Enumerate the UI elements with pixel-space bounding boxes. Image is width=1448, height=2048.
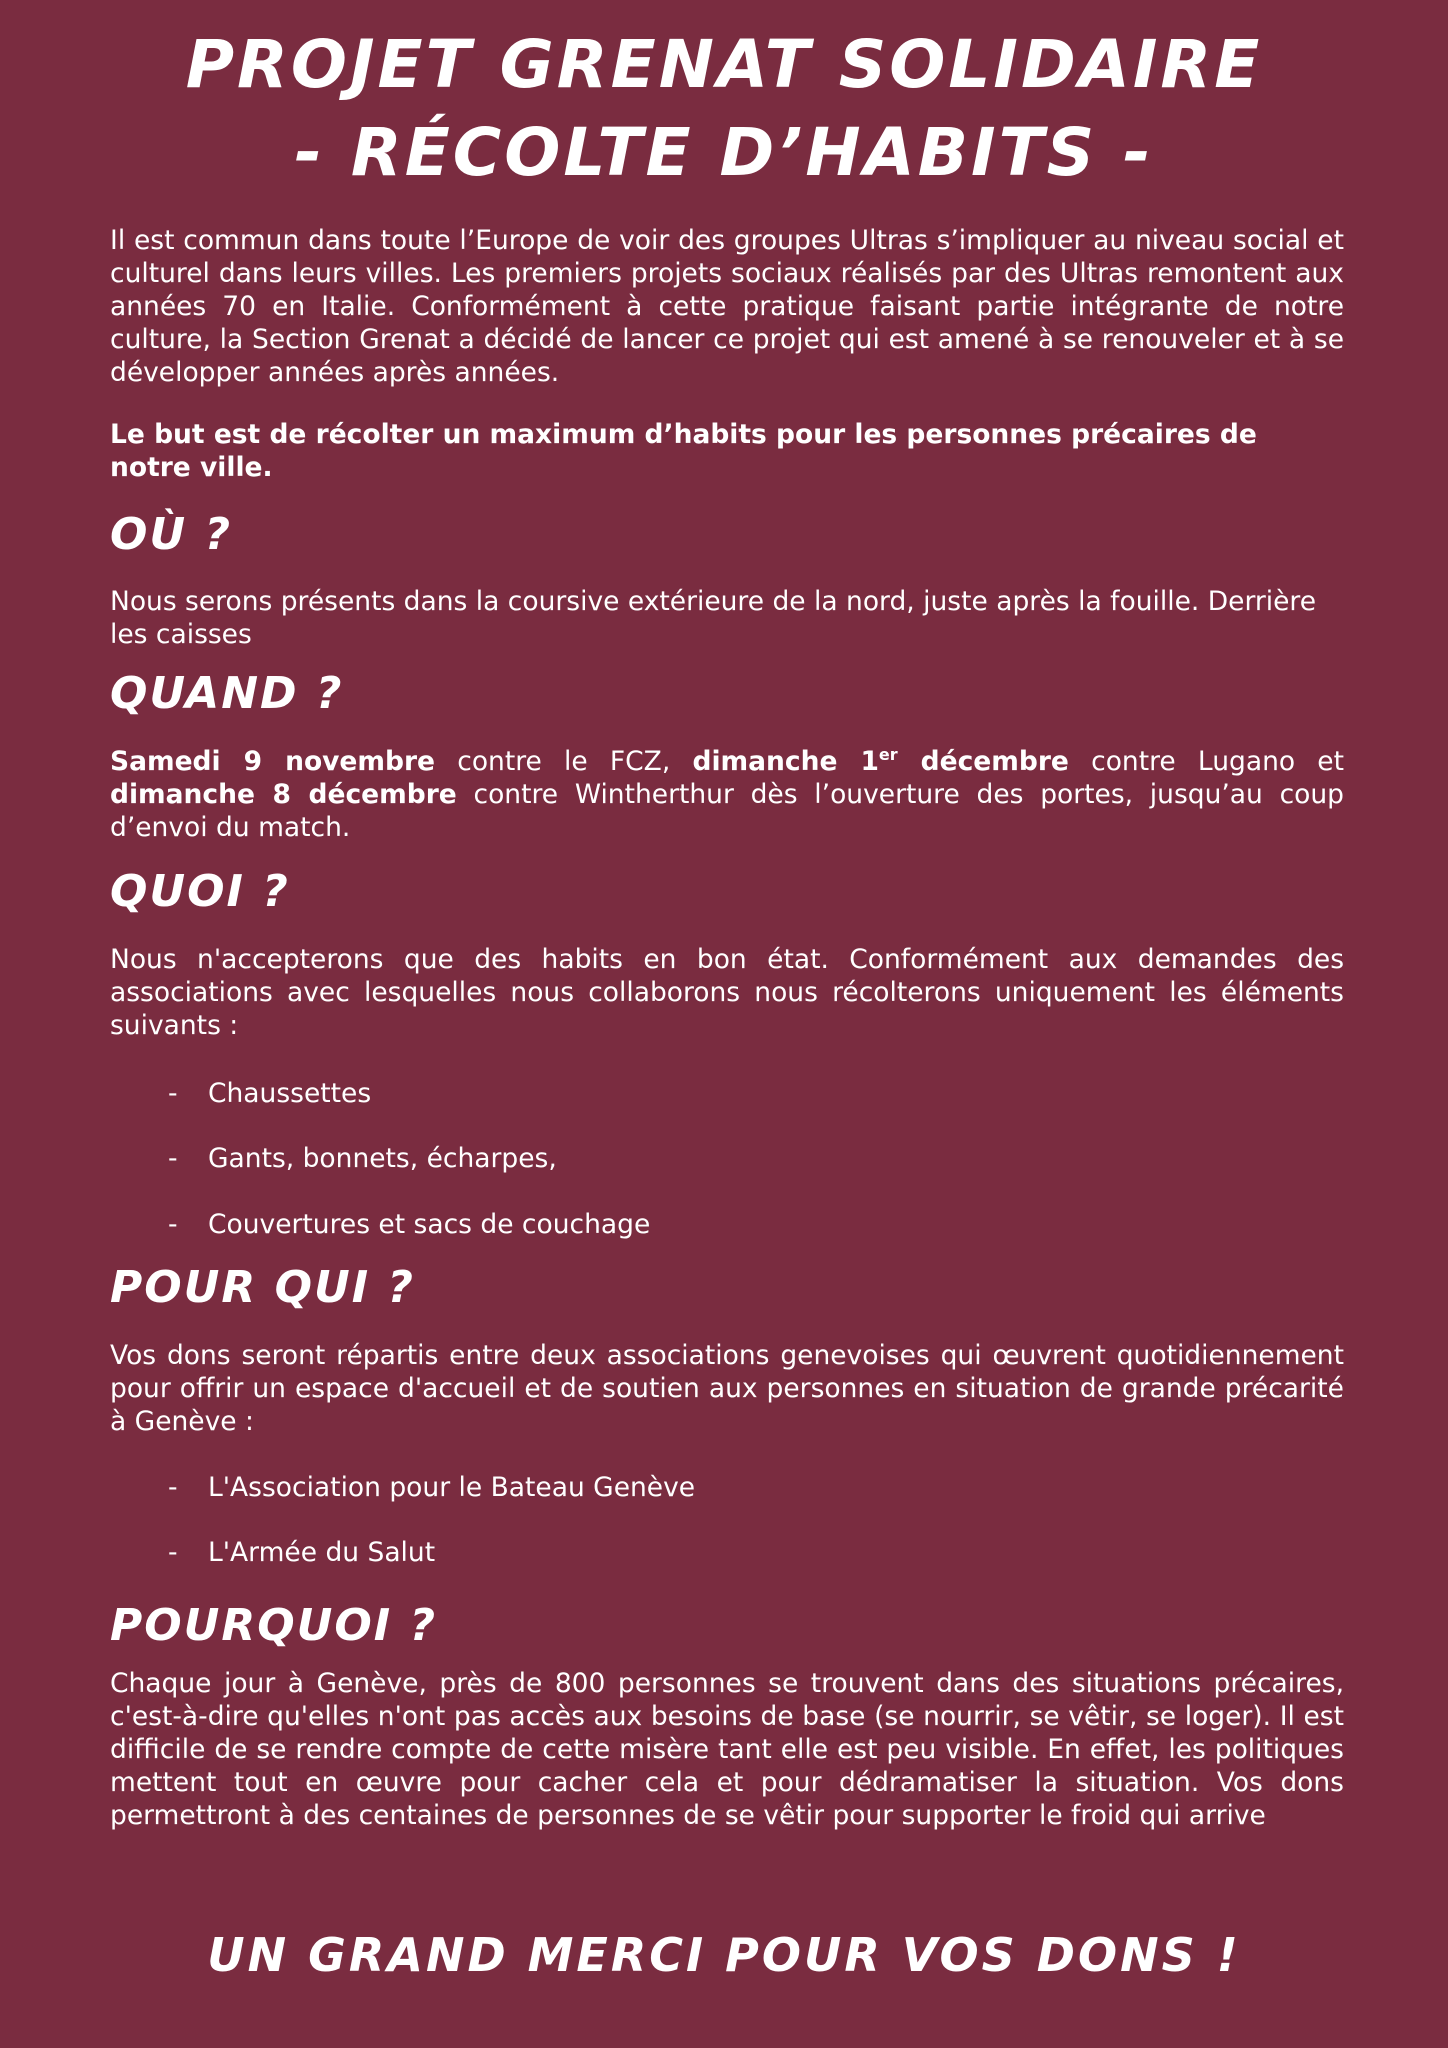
ou-text: Nous serons présents dans la coursive extérieure de la nord, juste après la fouille. Derrière les caisses bbox=[110, 586, 1317, 650]
list-item: - Chaussettes bbox=[168, 1078, 372, 1109]
pourquoi-text: Chaque jour à Genève, près de 800 personnes se trouvent dans des situations précaires, c'est-à-dire qu'elles n'ont pas accès aux besoins de base (se nourrir, se vêtir, se loger). Il est difficile de se rendre compte de cette misère tant elle est peu visible. En effet, les politiques mettent tout en œuvre pour cacher cela et pour dédramatiser la situation. Vos dons permettront à des centaines de personnes de se vêtir pour supporter le froid qui arrive bbox=[110, 1668, 1344, 1831]
bullet-dash: - bbox=[168, 1472, 178, 1503]
title-line-1: PROJET GRENAT SOLIDAIRE bbox=[185, 26, 1263, 103]
quand-text-3: contre Wintherthur dès l’ouverture des portes, jusqu’au coup d’envoi du match. bbox=[110, 779, 1344, 843]
heading-ou: OÙ ? bbox=[110, 509, 232, 560]
quand-date-1: Samedi 9 novembre bbox=[110, 746, 436, 777]
quand-text bbox=[110, 745, 1344, 844]
bullet-dash: - bbox=[168, 1078, 178, 1109]
list-item: - Couvertures et sacs de couchage bbox=[168, 1209, 651, 1240]
bullet-dash: - bbox=[168, 1537, 178, 1568]
quand-text-2: contre Lugano et bbox=[1068, 746, 1344, 777]
list-item: - L'Association pour le Bateau Genève bbox=[168, 1472, 696, 1503]
bullet-dash: - bbox=[168, 1143, 178, 1174]
quand-date-3: dimanche 8 décembre bbox=[110, 779, 457, 810]
heading-quand: QUAND ? bbox=[110, 668, 344, 719]
intro-goal: Le but est de récolter un maximum d’habits pour les personnes précaires de notre ville. bbox=[110, 419, 1257, 483]
heading-quoi: QUOI ? bbox=[110, 866, 290, 917]
footer-thanks: UN GRAND MERCI POUR VOS DONS ! bbox=[207, 1928, 1241, 1982]
quand-date-2: dimanche 1er décembre bbox=[692, 745, 1069, 777]
bullet-dash: - bbox=[168, 1209, 178, 1240]
intro-paragraph: Il est commun dans toute l’Europe de voir des groupes Ultras s’impliquer au niveau social et culturel dans leurs villes. Les premiers projets sociaux réalisés par des Ultras remontent aux années 70 en Italie. Conformément à cette pratique faisant partie intégrante de notre culture, la Section Grenat a décidé de lancer ce projet qui est amené à se renouveler et à se développer années après années. bbox=[110, 225, 1344, 388]
list-item: - Gants, bonnets, écharpes, bbox=[168, 1143, 557, 1174]
quand-text-1: contre le FCZ, bbox=[435, 746, 693, 777]
pour-qui-text: Vos dons seront répartis entre deux associations genevoises qui œuvrent quotidiennement pour offrir un espace d'accueil et de soutien aux personnes en situation de grande précarité à Genève : bbox=[110, 1340, 1344, 1437]
heading-pour-qui: POUR QUI ? bbox=[110, 1262, 415, 1313]
quoi-text: Nous n'accepterons que des habits en bon état. Conformément aux demandes des associations avec lesquelles nous collaborons nous récolterons uniquement les éléments suivants : bbox=[110, 944, 1344, 1041]
heading-pourquoi: POURQUOI ? bbox=[110, 1600, 438, 1651]
title-line-2: - RÉCOLTE D’HABITS - bbox=[294, 114, 1154, 191]
list-item: - L'Armée du Salut bbox=[168, 1537, 436, 1568]
